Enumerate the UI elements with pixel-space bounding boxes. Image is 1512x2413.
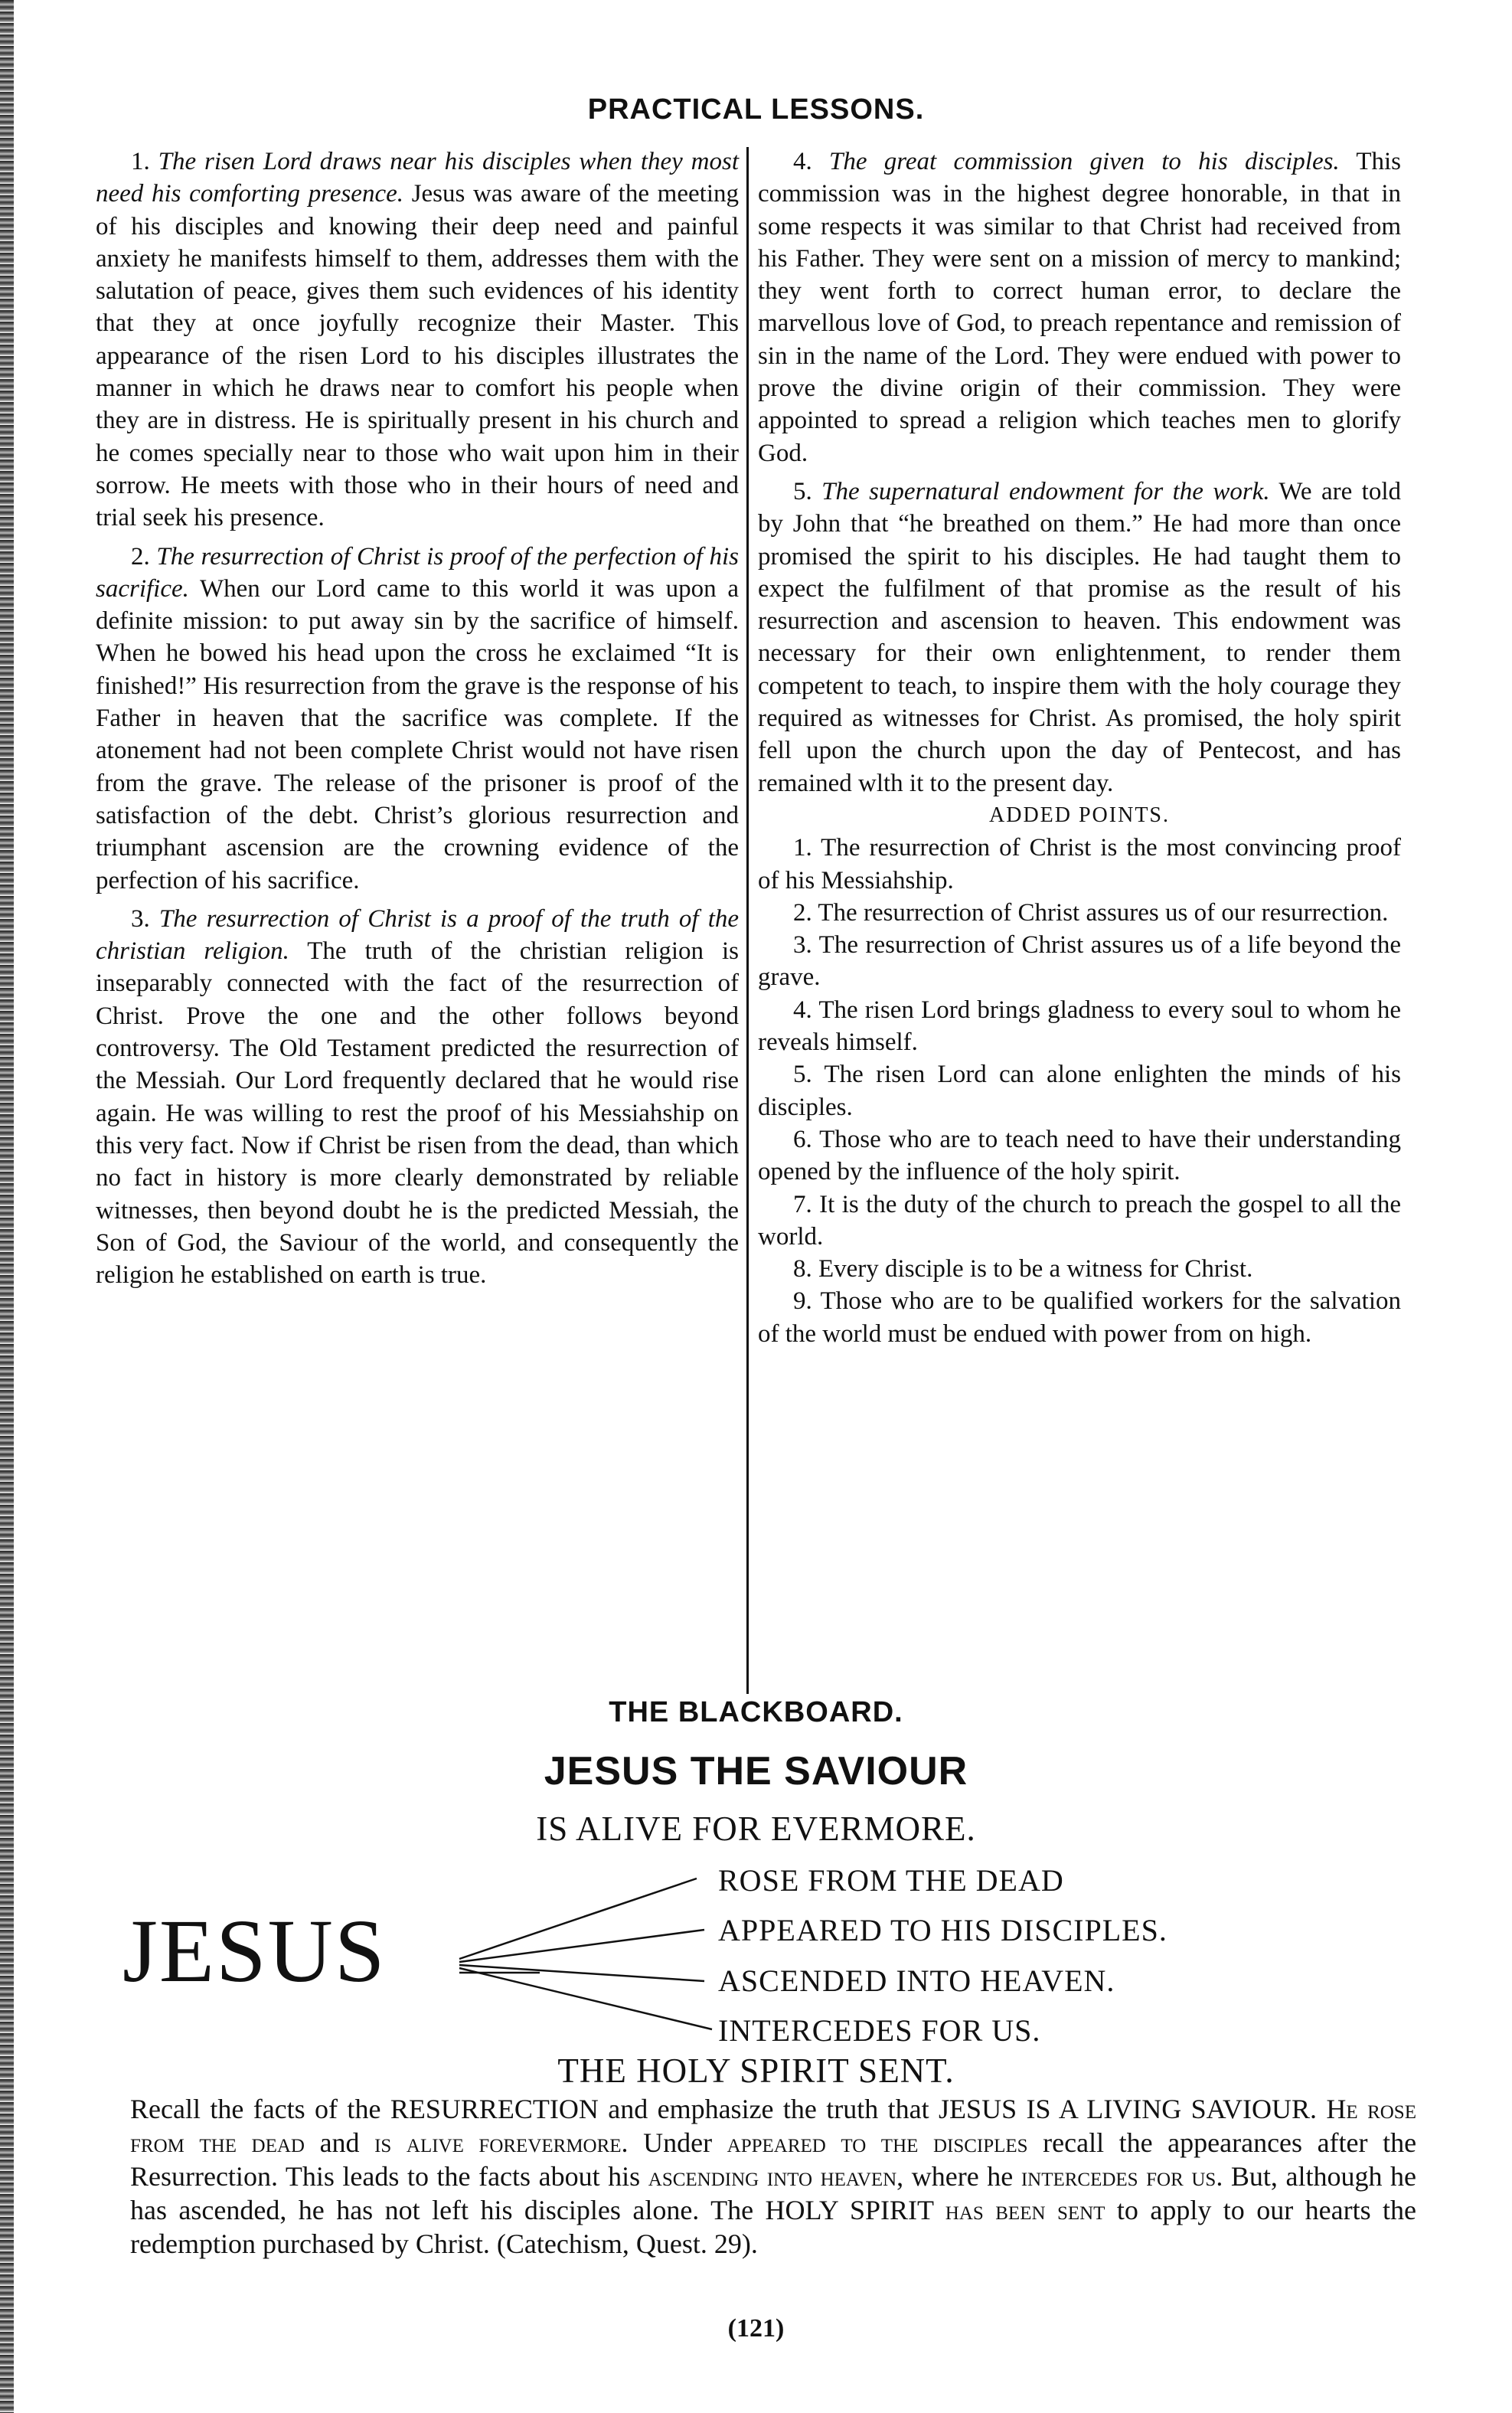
blackboard-item: APPEARED TO HIS DISCIPLES. [718, 1913, 1167, 1947]
recall-keyword: has been sent [945, 2195, 1105, 2225]
added-point: 6. Those who are to teach need to have their understanding opened by the influence of the holy spirit. [758, 1125, 1401, 1186]
lesson-number: 1. [131, 148, 150, 175]
added-point: 2. The resurrection of Christ assures us of our resurrection. [793, 898, 1389, 927]
blackboard-item: ASCENDED INTO HEAVEN. [718, 1963, 1115, 1998]
recall-text: Recall the facts of the [130, 2094, 381, 2124]
lesson-number: 5. [793, 477, 812, 505]
recall-text: and [319, 2127, 360, 2158]
lesson-text: We are told by John that “he breathed on them.” He had more than once promised the spirit to his disciples. He had taught them to expect the fulfilment of that promise as the result of his resurrection and ascension to heaven. This endowment was necessary for their own enlightenment, to render them competent to teach, to inspire them with the holy courage they required as witnesses for Christ. As promised, the holy spirit fell upon the church upon the day of Pentecost, and has remained wlth it to the present day. [758, 477, 1401, 797]
connector-line [459, 1968, 712, 2029]
blackboard-item: ROSE FROM THE DEAD [718, 1863, 1064, 1898]
blackboard-line-alive: IS ALIVE FOR EVERMORE. [536, 1810, 976, 1848]
recall-keyword: ascending into heaven, [648, 2161, 904, 2192]
recall-keyword: JESUS IS A LIVING SAVIOUR. [939, 2094, 1318, 2124]
added-point: 4. The risen Lord brings gladness to every soul to whom he reveals himself. [758, 996, 1401, 1057]
blackboard-title: THE BLACKBOARD. [609, 1696, 903, 1728]
lesson-heading: The resurrection of Christ is proof of the perfection of his sacrifice. [96, 542, 740, 603]
lesson-heading: The resurrection of Christ is a proof of the truth of the christian religion. [96, 904, 740, 966]
added-point: 1. The resurrection of Christ is the most convincing proof of his Messiahship. [758, 834, 1401, 894]
lesson-text: When our Lord came to this world it was upon a definite mission: to put away sin by the sacrifice of himself. When he bowed his head upon the cross he exclaimed “It is finished!” His resurrection from the grave is the response of his Father in heaven that the sacrifice was complete. If the atonement had not been complete Christ would not have risen from the grave. The release of the prisoner is proof of the satisfaction of the debt. Christ’s glorious resurrection and triumphant ascension are the crowning evidence of the perfection of his sacrifice. [96, 574, 739, 894]
lesson-text: Jesus was aware of the meeting of his disciples and knowing their deep need and painful anxiety he manifests himself to them, addresses them with the salutation of peace, gives them such evidences of his identity that they at once joyfully recognize their Master. This appearance of the risen Lord to his disciples illustrates the manner in which he draws near to comfort his people when they are in distress. He is spiritually present in his church and he comes specially near to those who wait upon him in their sorrow. He meets with those who in their hours of need and trial seek his presence. [96, 180, 739, 532]
page-number: (121) [727, 2314, 785, 2343]
recall-keyword: He rose from the dead [130, 2094, 1416, 2158]
recall-text: where he [911, 2161, 1014, 2192]
recall-text: to apply to our hearts the redemption purchased by Christ. (Catechism, Quest. 29). [130, 2195, 1417, 2259]
blackboard-jesus: JESUS [122, 1901, 387, 2001]
lesson-text: This commission was in the highest degree honorable, in that in some respects it was similar to that Christ had received from his Father. They were sent on a mission of mercy to mankind; they went forth to correct human error, to declare the marvellous love of God, to preach repentance and remission of sin in the name of the Lord. They were endued with power to prove the divine origin of their commission. They were appointed to spread a religion which teaches men to glorify God. [758, 148, 1402, 467]
recall-text: and emphasize the truth that [608, 2094, 929, 2124]
blackboard-item: INTERCEDES FOR US. [718, 2013, 1041, 2048]
added-point: 9. Those who are to be qualified workers for the salvation of the world must be endued with power from on high. [758, 1287, 1401, 1348]
recall-keyword: appeared to the disciples [727, 2127, 1028, 2158]
blackboard-line-spirit: THE HOLY SPIRIT SENT. [557, 2052, 955, 2090]
recall-text: Under [643, 2127, 713, 2158]
lesson-number: 4. [793, 148, 812, 175]
lesson-number: 3. [131, 904, 150, 933]
added-point: 7. It is the duty of the church to preach the gospel to all the world. [758, 1190, 1401, 1251]
added-point: 5. The risen Lord can alone enlighten the minds of his disciples. [758, 1061, 1401, 1121]
lesson-heading: The supernatural endowment for the work. [821, 477, 1270, 505]
recall-text: But, although he has ascended, he has not left his disciples alone. The [130, 2161, 1417, 2225]
lesson-text: The truth of the christian religion is inseparably connected with the fact of the resurrection of Christ. Prove the one and the other follows beyond controversy. The Old Testament predicted the resurrection of the Messiah. Our Lord frequently declared that he would rise again. He was willing to rest the proof of his Messiahship on this very fact. Now if Christ be risen from the dead, than which no fact in history is more clearly demonstrated by reliable witnesses, then beyond doubt he is the predicted Messiah, the Son of God, the Saviour of the world, and consequently the religion he established on earth is true. [96, 937, 739, 1290]
blackboard-subtitle: JESUS THE SAVIOUR [544, 1749, 968, 1793]
page-title: PRACTICAL LESSONS. [587, 93, 925, 126]
recall-paragraph [130, 2092, 1416, 2261]
added-point: 3. The resurrection of Christ assures us of a life beyond the grave. [758, 931, 1401, 992]
recall-keyword: intercedes for us. [1021, 2161, 1223, 2192]
recall-text: recall the appearances after the Resurrection. This leads to the facts about his [130, 2127, 1417, 2192]
recall-keyword: is alive forevermore. [374, 2127, 629, 2158]
added-points-title: ADDED POINTS. [989, 803, 1170, 827]
recall-keyword: HOLY SPIRIT [765, 2195, 934, 2225]
added-point: 8. Every disciple is to be a witness for Christ. [793, 1255, 1253, 1283]
recall-keyword: RESURRECTION [390, 2094, 599, 2124]
lesson-heading: The risen Lord draws near his disciples when they most need his comforting presence. [96, 148, 739, 208]
lesson-heading: The great commission given to his disciples. [829, 148, 1340, 175]
lesson-number: 2. [131, 542, 150, 571]
